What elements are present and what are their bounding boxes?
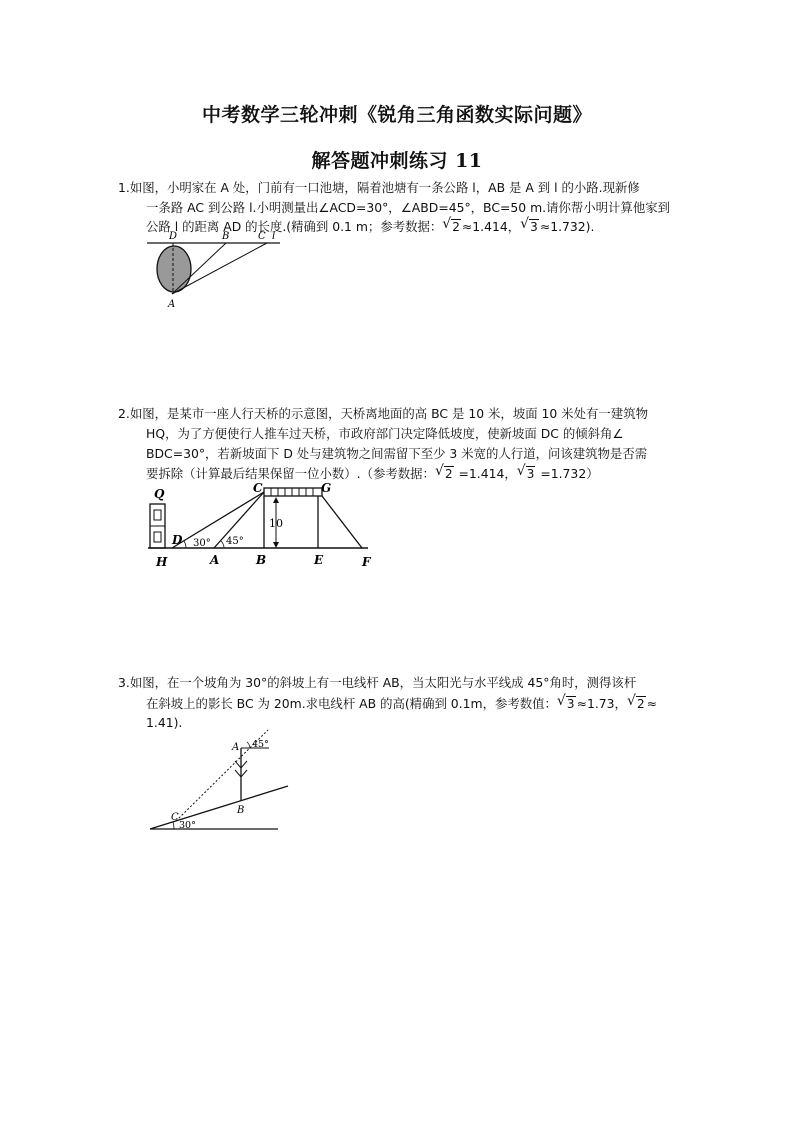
- sqrt-3: √ 3: [556, 693, 575, 711]
- q3-line-2-b: ≈1.73，: [576, 696, 627, 711]
- label-A: A: [232, 742, 240, 753]
- q1-line-2: 一条路 AC 到公路 l.小明测量出∠ACD=30°，∠ABD=45°，BC=50 m.请你帮小明计算他家到: [146, 200, 670, 215]
- pond: [157, 246, 191, 292]
- q1-line-1: 1.如图，小明家在 A 处，门前有一口池塘，隔着池塘有一条公路 l，AB 是 A 到 l 的小路.现新修: [118, 180, 640, 195]
- q2-line-2: HQ，为了方便使行人推车过天桥，市政府部门决定降低坡度，使新坡面 DC 的倾斜角∠: [146, 426, 624, 441]
- label-G: G: [321, 481, 332, 495]
- slope-DC: [172, 492, 264, 548]
- q2-line-3: BDC=30°，若新坡面下 D 处与建筑物之间需留下至少 3 米宽的人行道，问该建筑物是否需: [146, 446, 648, 461]
- angle-30: 30°: [193, 538, 211, 549]
- label-A: A: [168, 299, 176, 310]
- q3-line-2: [146, 694, 657, 712]
- angle-45: 45°: [226, 536, 244, 547]
- label-D: D: [169, 231, 178, 242]
- label-Q: Q: [154, 487, 165, 501]
- sqrt-3: √ 3: [520, 216, 538, 234]
- q1-line-3-a: 公路 l 的距离 AD 的长度.(精确到 0.1 m；参考数据：: [146, 219, 443, 234]
- sqrt-3: √ 3: [516, 463, 535, 481]
- label-C: C: [253, 481, 263, 495]
- sqrt-2: √ 2: [442, 216, 460, 234]
- q2-line-4-b: =1.414，: [454, 466, 517, 481]
- label-A: A: [210, 553, 220, 567]
- sqrt-2: √ 2: [626, 693, 645, 711]
- q2-figure: [140, 480, 380, 572]
- label-B: B: [256, 553, 267, 567]
- label-l: l: [272, 231, 276, 242]
- label-B: B: [237, 805, 245, 816]
- q1-line-3-b: ≈1.414，: [461, 219, 521, 234]
- q2-line-4-c: =1.732）: [536, 466, 599, 481]
- angle-45: 45°: [252, 739, 269, 750]
- label-E: E: [314, 553, 324, 567]
- q3-line-2-a: 在斜坡上的影长 BC 为 20m.求电线杆 AB 的高(精确到 0.1m，参考数值：: [146, 696, 557, 711]
- q3-figure: [146, 728, 292, 834]
- q3-line-2-c: ≈: [646, 696, 657, 711]
- angle-30: 30°: [179, 820, 196, 831]
- page-title: 中考数学三轮冲刺《锐角三角函数实际问题》: [201, 104, 592, 126]
- label-H: H: [156, 555, 168, 569]
- page-subtitle: 解答题冲刺练习 11: [311, 150, 483, 172]
- sqrt-2: √ 2: [434, 463, 453, 481]
- q1-line-3-c: ≈1.732).: [539, 219, 595, 234]
- q2-line-1: 2.如图，是某市一座人行天桥的示意图，天桥离地面的高 BC 是 10 米，坡面 10 米处有一建筑物: [118, 406, 648, 421]
- q3-line-1: 3.如图，在一个坡角为 30°的斜坡上有一电线杆 AB，当太阳光与水平线成 45°角时，测得该杆: [118, 675, 637, 690]
- q1-figure: [140, 228, 290, 310]
- label-D: D: [172, 533, 183, 547]
- q3-line-3: 1.41).: [146, 715, 183, 730]
- label-B: B: [222, 231, 230, 242]
- label-C: C: [171, 812, 179, 823]
- height-label: 10: [269, 517, 283, 530]
- label-F: F: [362, 555, 371, 569]
- label-C: C: [258, 231, 266, 242]
- slope-GF: [322, 496, 362, 548]
- q2-line-4-a: 要拆除（计算最后结果保留一位小数）.（参考数据：: [146, 466, 435, 481]
